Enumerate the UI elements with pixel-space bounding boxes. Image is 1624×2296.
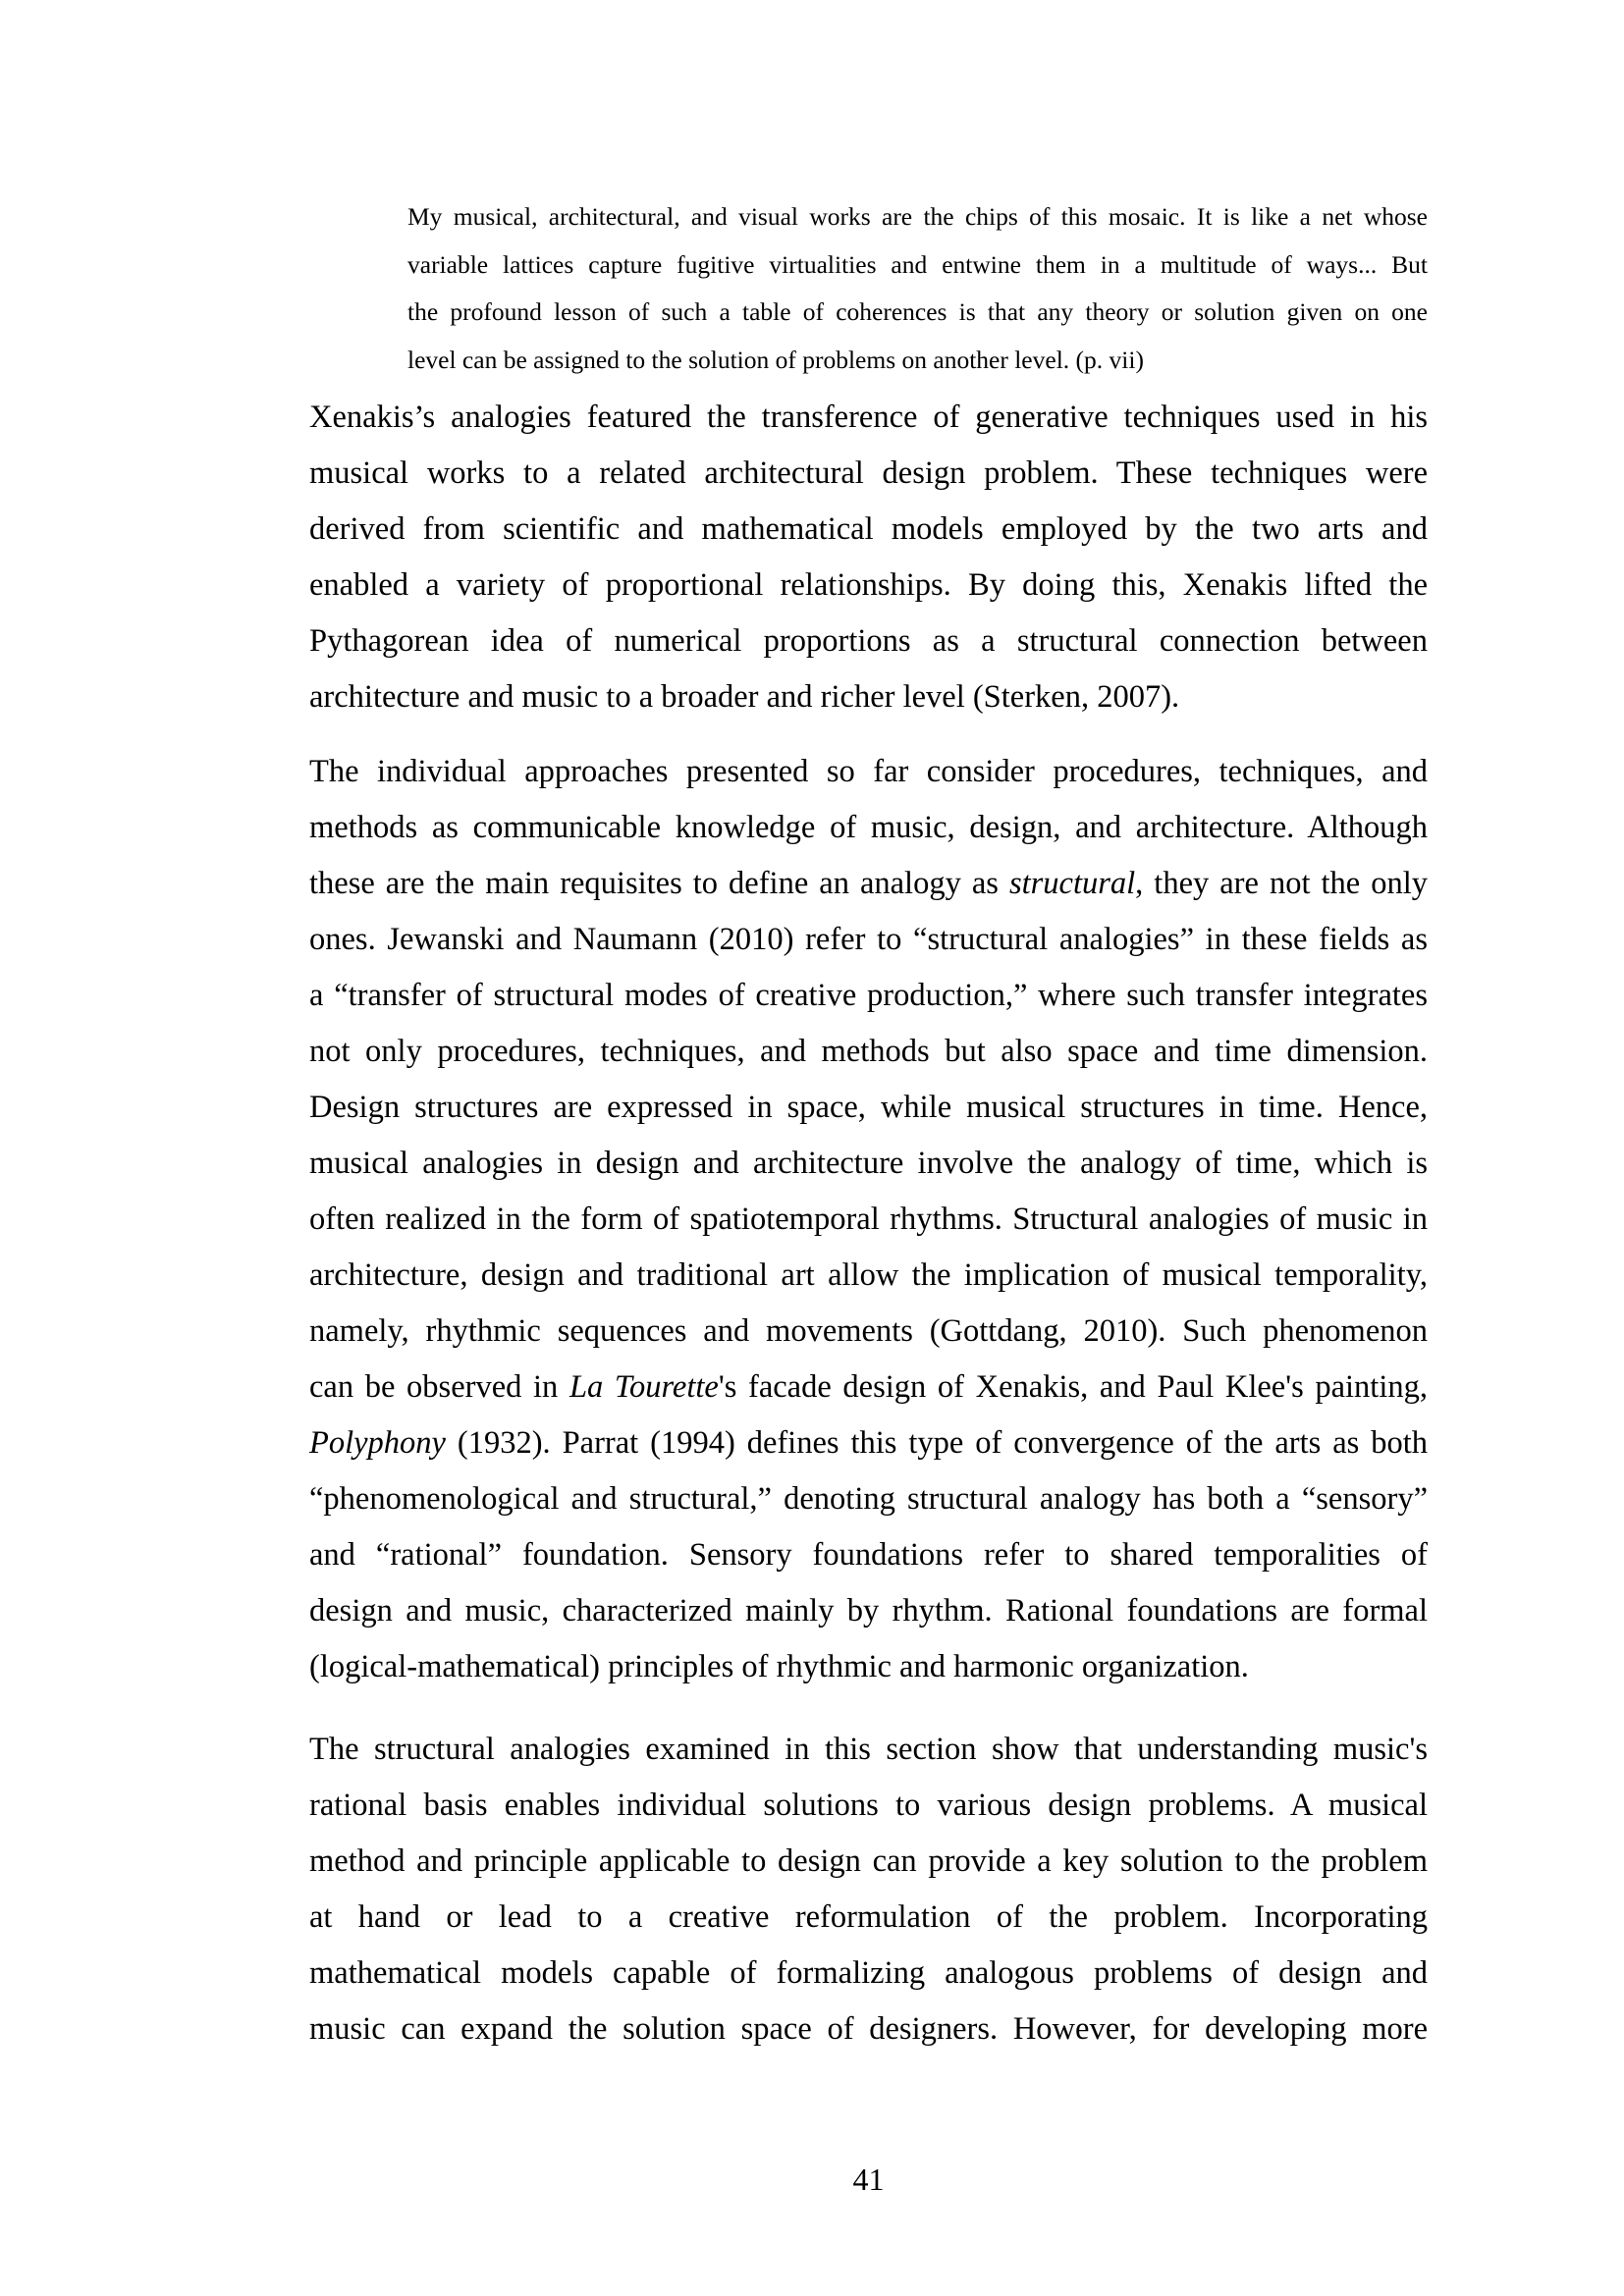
paragraph-line: (logical-mathematical) principles of rhythmic and harmonic organization. <box>309 1649 1249 1684</box>
paragraph-line: architecture and music to a broader and richer level (Sterken, 2007). <box>309 679 1180 715</box>
paragraph-line: namely, rhythmic sequences and movements (Gottdang, 2010). Such phenomenon <box>309 1313 1428 1349</box>
paragraph-line <box>309 1415 1428 1471</box>
paragraph-line: “phenomenological and structural,” denoting structural analogy has both a “sensory” <box>309 1481 1428 1517</box>
paragraph-line: method and principle applicable to design can provide a key solution to the problem <box>309 1843 1428 1879</box>
paragraph-line: The individual approaches presented so far consider procedures, techniques, and <box>309 754 1428 789</box>
italic-term: La Tourette <box>568 1369 719 1405</box>
line-text: , they are not the only <box>1135 866 1428 901</box>
paragraph-line: The structural analogies examined in this section show that understanding music's <box>309 1732 1428 1767</box>
block-quote <box>407 193 1428 384</box>
line-text: these are the main requisites to define an analogy as <box>309 866 1009 901</box>
paragraph-line: ones. Jewanski and Naumann (2010) refer to “structural analogies” in these fields as <box>309 922 1428 957</box>
paragraph-line: and “rational” foundation. Sensory foundations refer to shared temporalities of <box>309 1537 1428 1573</box>
paragraph-line: a “transfer of structural modes of creative production,” where such transfer integrates <box>309 978 1428 1013</box>
paragraph-conclusion <box>309 1722 1428 2057</box>
page-number: 41 <box>852 2162 885 2197</box>
line-text: 's facade design of Xenakis, and Paul Klee's painting, <box>718 1369 1428 1405</box>
paragraph-line: not only procedures, techniques, and methods but also space and time dimension. <box>309 1034 1428 1069</box>
paragraph-line: mathematical models capable of formalizing analogous problems of design and <box>309 1955 1428 1991</box>
paragraph-line: derived from scientific and mathematical models employed by the two arts and <box>309 511 1428 547</box>
quote-line: variable lattices capture fugitive virtualities and entwine them in a multitude of ways... But <box>407 249 1428 279</box>
paragraph-structural-analogies <box>309 744 1428 1695</box>
paragraph-line: Pythagorean idea of numerical proportions as a structural connection between <box>309 623 1428 659</box>
paragraph-line: rational basis enables individual solutions to various design problems. A musical <box>309 1788 1428 1823</box>
paragraph-line: at hand or lead to a creative reformulation of the problem. Incorporating <box>309 1899 1428 1935</box>
italic-term: structural <box>1008 866 1136 901</box>
paragraph-line: often realized in the form of spatiotemporal rhythms. Structural analogies of music in <box>309 1201 1428 1237</box>
paragraph-line: enabled a variety of proportional relationships. By doing this, Xenakis lifted the <box>309 567 1428 603</box>
paragraph-line: music can expand the solution space of designers. However, for developing more <box>309 2011 1428 2047</box>
paragraph-line: architecture, design and traditional art allow the implication of musical temporality, <box>309 1257 1428 1293</box>
paragraph-line <box>309 1360 1428 1415</box>
quote-line: My musical, architectural, and visual works are the chips of this mosaic. It is like a net whose <box>407 202 1428 231</box>
quote-line: level can be assigned to the solution of problems on another level. (p. vii) <box>407 345 1144 374</box>
paragraph-line: musical analogies in design and architecture involve the analogy of time, which is <box>309 1146 1428 1181</box>
italic-term: Polyphony <box>309 1425 446 1461</box>
paragraph-line: Design structures are expressed in space, while musical structures in time. Hence, <box>309 1090 1428 1125</box>
paragraph-line: Xenakis’s analogies featured the transference of generative techniques used in his <box>309 400 1428 435</box>
quote-line: the profound lesson of such a table of coherences is that any theory or solution given on one <box>407 297 1428 326</box>
line-text: (1932). Parrat (1994) defines this type of convergence of the arts as both <box>445 1425 1428 1461</box>
paragraph-line: design and music, characterized mainly by rhythm. Rational foundations are formal <box>309 1593 1428 1629</box>
line-text: can be observed in <box>309 1369 569 1405</box>
paragraph-xenakis-analogies <box>309 390 1428 725</box>
paragraph-line <box>309 856 1428 912</box>
paragraph-line: methods as communicable knowledge of music, design, and architecture. Although <box>309 810 1428 845</box>
paragraph-line: musical works to a related architectural design problem. These techniques were <box>309 455 1428 491</box>
